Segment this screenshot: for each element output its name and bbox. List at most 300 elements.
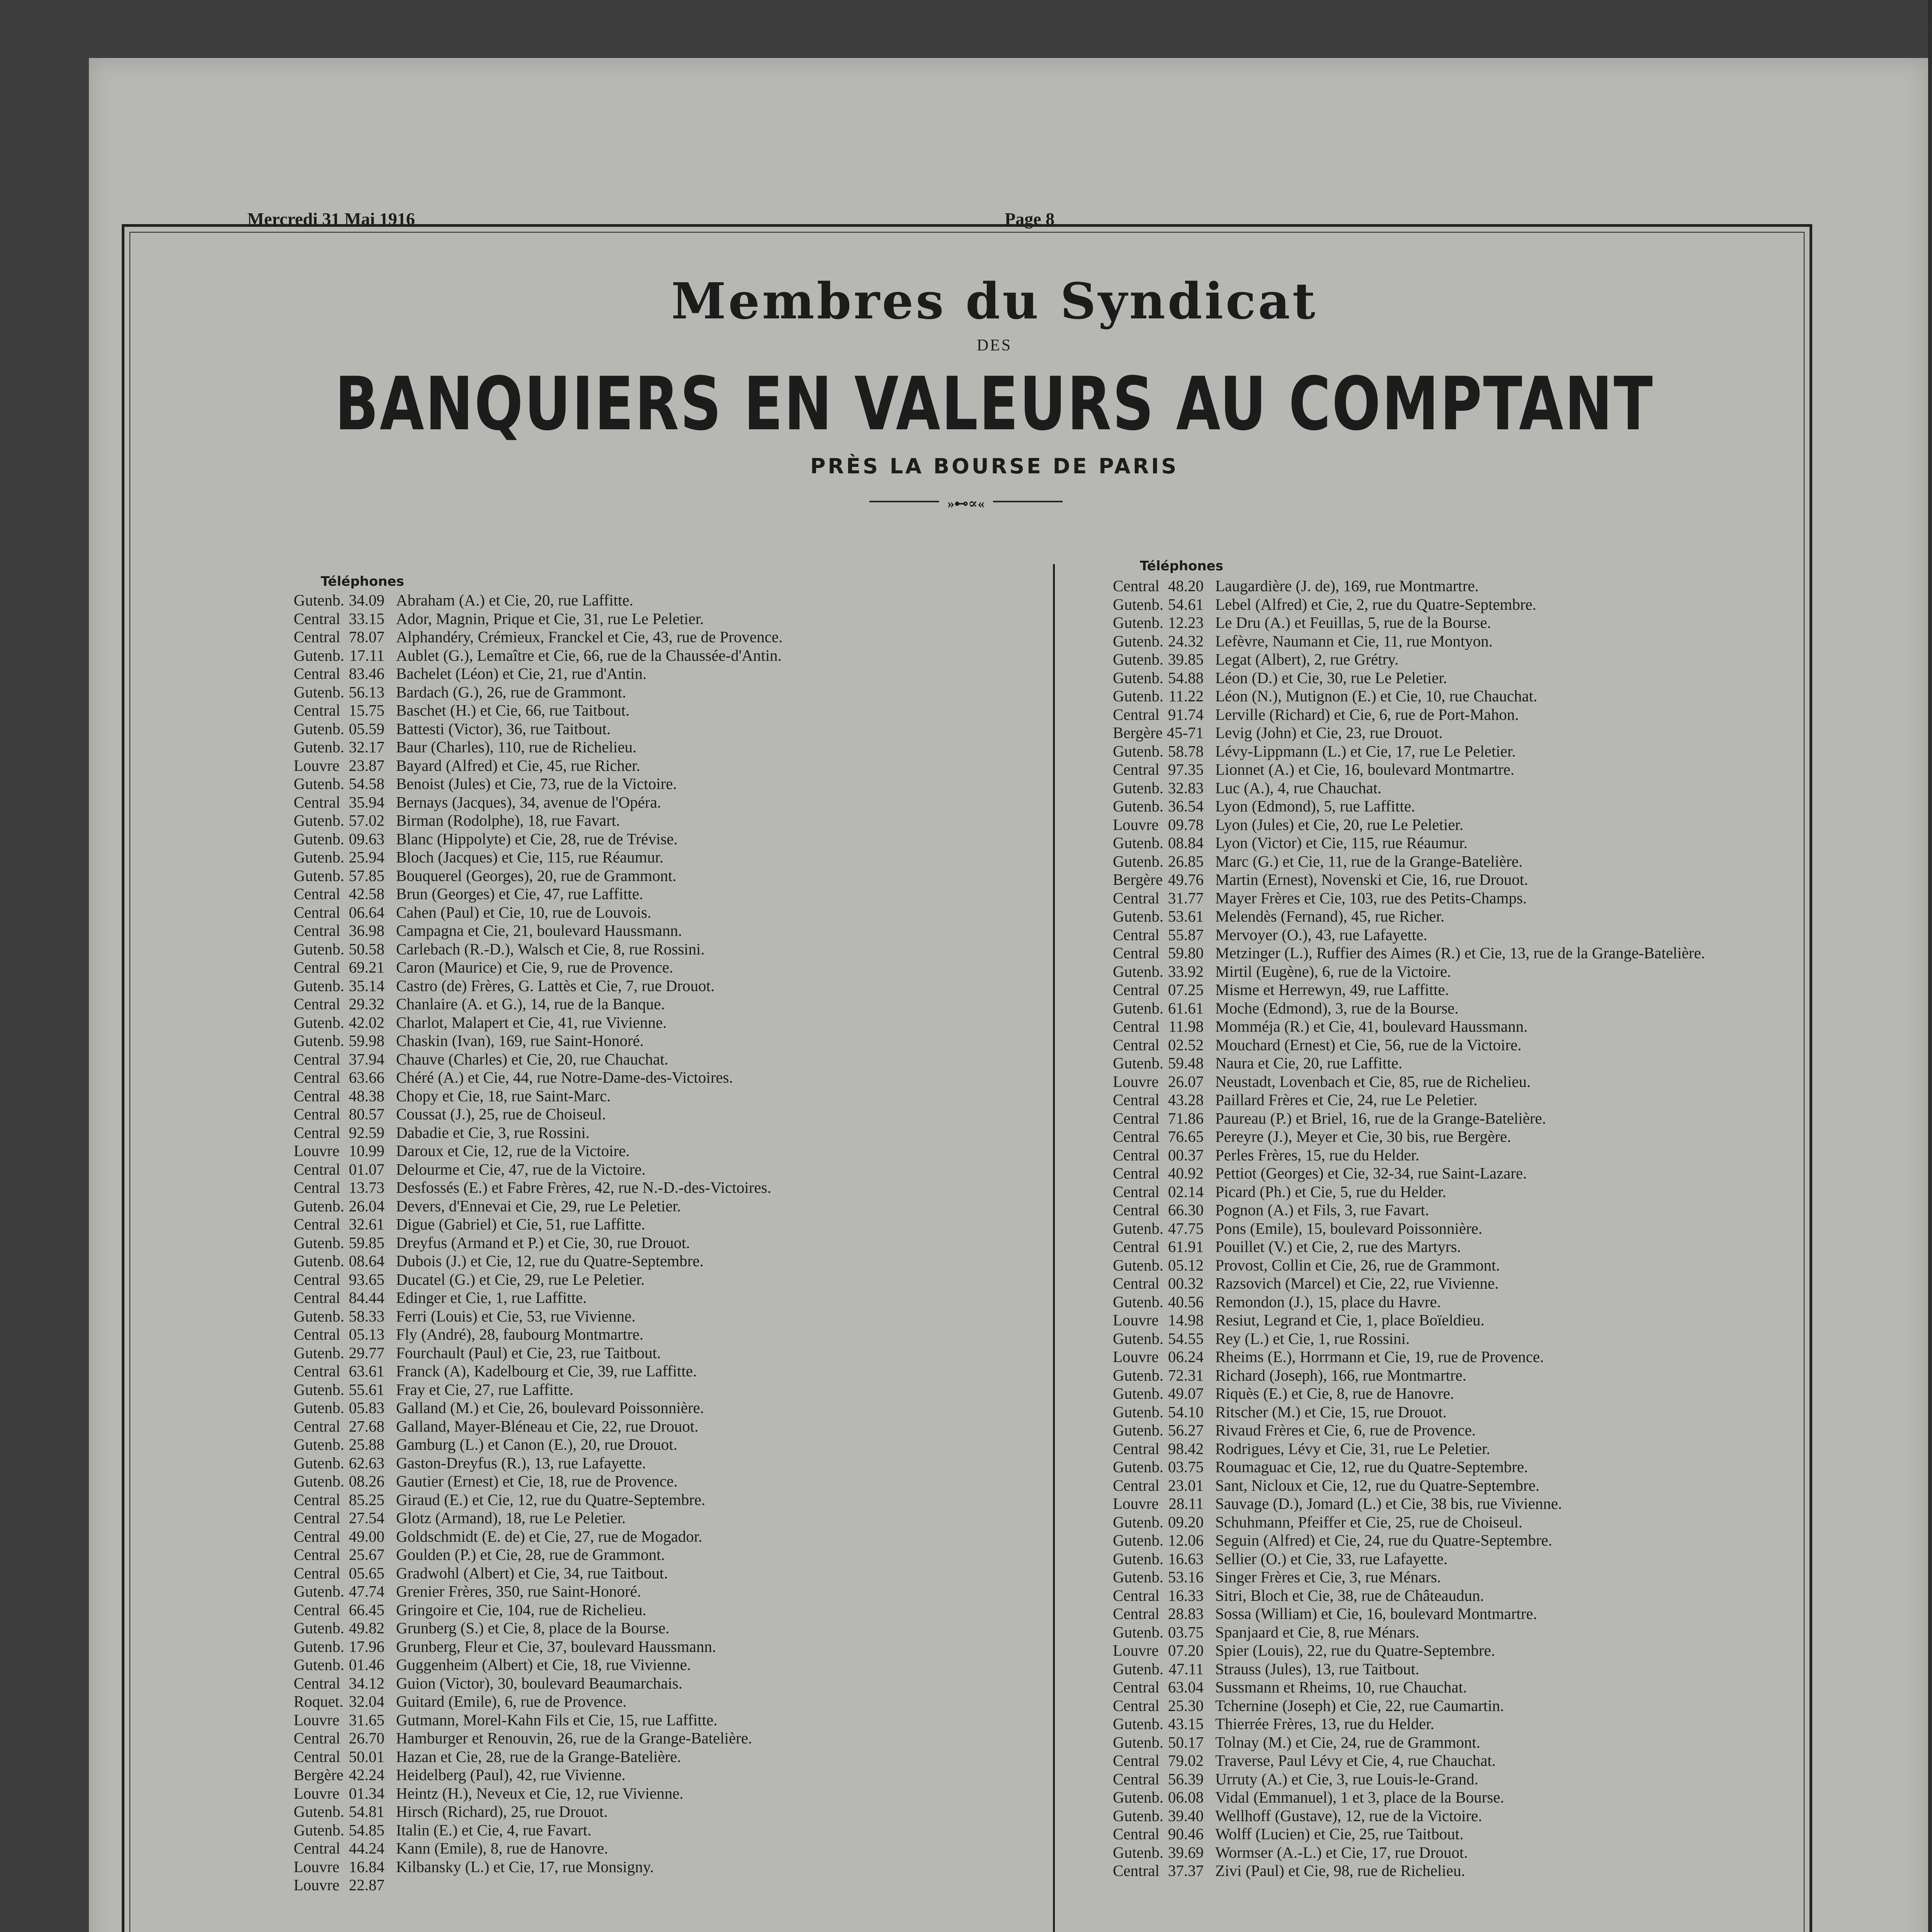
phone-number: 33.15 bbox=[349, 609, 384, 628]
list-item bbox=[1113, 1587, 1705, 1605]
list-item bbox=[294, 1839, 782, 1858]
list-item bbox=[1113, 1623, 1705, 1642]
member-entry: Caron (Maurice) et Cie, 9, rue de Provence. bbox=[396, 958, 673, 976]
member-entry: Tchernine (Joseph) et Cie, 22, rue Caumartin. bbox=[1215, 1696, 1504, 1714]
member-entry: Wellhoff (Gustave), 12, rue de la Victoire. bbox=[1215, 1806, 1482, 1825]
list-item bbox=[294, 1472, 782, 1491]
member-entry: Baur (Charles), 110, rue de Richelieu. bbox=[396, 738, 637, 756]
phone-exchange: Gutenb. bbox=[294, 1399, 344, 1417]
member-entry: Richard (Joseph), 166, rue Montmartre. bbox=[1215, 1366, 1467, 1384]
phone-number: 42.02 bbox=[349, 1013, 384, 1031]
phone-number: 85.25 bbox=[349, 1490, 384, 1509]
left-member-list bbox=[294, 591, 782, 1895]
list-item bbox=[1113, 797, 1705, 816]
member-entry: Bachelet (Léon) et Cie, 21, rue d'Antin. bbox=[396, 665, 647, 682]
member-entry: Ador, Magnin, Prique et Cie, 31, rue Le Peletier. bbox=[396, 609, 704, 628]
phone-number: 49.07 bbox=[1168, 1384, 1204, 1402]
list-item bbox=[294, 683, 782, 702]
list-item bbox=[1113, 1752, 1705, 1770]
phone-exchange: Louvre bbox=[294, 756, 340, 774]
member-entry: Devers, d'Ennevai et Cie, 29, rue Le Peletier. bbox=[396, 1197, 681, 1215]
member-entry: Cahen (Paul) et Cie, 10, rue de Louvois. bbox=[396, 903, 651, 921]
phone-number: 39.40 bbox=[1168, 1806, 1204, 1825]
list-item bbox=[294, 1307, 782, 1326]
list-item bbox=[1113, 1073, 1705, 1091]
list-item bbox=[1113, 852, 1705, 871]
phone-exchange: Gutenb. bbox=[1113, 1054, 1163, 1072]
list-item bbox=[294, 1362, 782, 1381]
member-entry: Gringoire et Cie, 104, rue de Richelieu. bbox=[396, 1600, 646, 1619]
list-item bbox=[1113, 1366, 1705, 1385]
member-entry: Heidelberg (Paul), 42, rue Vivienne. bbox=[396, 1766, 626, 1784]
member-entry: Pouillet (V.) et Cie, 2, rue des Martyrs. bbox=[1215, 1238, 1461, 1255]
phone-number: 13.73 bbox=[349, 1179, 384, 1196]
list-item bbox=[294, 665, 782, 683]
phone-number: 54.61 bbox=[1168, 595, 1204, 613]
phone-exchange: Gutenb. bbox=[1113, 1568, 1163, 1586]
member-entry: Momméja (R.) et Cie, 41, boulevard Haussmann. bbox=[1215, 1017, 1528, 1035]
phone-exchange: Central bbox=[294, 609, 340, 628]
list-item bbox=[294, 1325, 782, 1344]
phone-exchange: Gutenb. bbox=[294, 1582, 344, 1600]
list-item bbox=[1113, 871, 1705, 889]
member-entry: Lebel (Alfred) et Cie, 2, rue du Quatre-Septembre. bbox=[1215, 595, 1537, 613]
phone-exchange: Central bbox=[294, 665, 340, 682]
phone-number: 84.44 bbox=[349, 1289, 384, 1306]
member-entry: Mayer Frères et Cie, 103, rue des Petits-Champs. bbox=[1215, 889, 1527, 907]
member-entry: Sauvage (D.), Jomard (L.) et Cie, 38 bis, rue Vivienne. bbox=[1215, 1495, 1562, 1512]
phone-number: 27.54 bbox=[349, 1509, 384, 1527]
list-item bbox=[294, 1509, 782, 1527]
phone-exchange: Gutenb. bbox=[1113, 797, 1163, 815]
list-item bbox=[294, 1729, 782, 1748]
phone-exchange: Central bbox=[1113, 1696, 1160, 1714]
phone-number: 07.20 bbox=[1168, 1641, 1204, 1659]
member-entry: Lyon (Victor) et Cie, 115, rue Réaumur. bbox=[1215, 834, 1468, 852]
phone-exchange: Gutenb. bbox=[1113, 1293, 1163, 1311]
phone-number: 54.55 bbox=[1168, 1329, 1204, 1347]
list-item bbox=[294, 1068, 782, 1087]
phone-number: 83.46 bbox=[349, 665, 384, 682]
list-item bbox=[294, 720, 782, 738]
member-entry: Remondon (J.), 15, place du Havre. bbox=[1215, 1293, 1441, 1311]
list-item bbox=[1113, 963, 1705, 981]
phone-number: 31.77 bbox=[1168, 889, 1204, 907]
list-item bbox=[294, 610, 782, 628]
phone-exchange: Central bbox=[1113, 1439, 1160, 1458]
member-entry: Thierrée Frères, 13, rue du Helder. bbox=[1215, 1715, 1434, 1733]
member-entry: Hirsch (Richard), 25, rue Drouot. bbox=[396, 1803, 608, 1820]
phone-number: 35.14 bbox=[349, 976, 384, 995]
phone-number: 12.06 bbox=[1168, 1531, 1204, 1549]
list-item bbox=[294, 1435, 782, 1454]
phone-exchange: Gutenb. bbox=[294, 1344, 344, 1362]
phone-exchange: Gutenb. bbox=[1113, 1329, 1163, 1347]
list-item bbox=[294, 1711, 782, 1730]
member-entry: Fourchault (Paul) et Cie, 23, rue Taitbout. bbox=[396, 1344, 661, 1362]
phone-exchange: Central bbox=[1113, 1128, 1160, 1145]
phone-number: 63.04 bbox=[1168, 1678, 1204, 1696]
phone-number: 48.20 bbox=[1168, 577, 1204, 595]
member-entry: Wolff (Lucien) et Cie, 25, rue Taitbout. bbox=[1215, 1825, 1464, 1843]
list-item bbox=[294, 885, 782, 903]
member-entry: Kann (Emile), 8, rue de Hanovre. bbox=[396, 1839, 608, 1857]
member-entry: Vidal (Emmanuel), 1 et 3, place de la Bourse. bbox=[1215, 1788, 1504, 1806]
member-entry: Le Dru (A.) et Feuillas, 5, rue de la Bourse. bbox=[1215, 614, 1491, 631]
phone-exchange: Central bbox=[294, 1050, 340, 1068]
phone-exchange: Gutenb. bbox=[1113, 1623, 1163, 1641]
member-entry: Bardach (G.), 26, rue de Grammont. bbox=[396, 683, 626, 701]
member-entry: Coussat (J.), 25, rue de Choiseul. bbox=[396, 1105, 606, 1123]
phone-exchange: Louvre bbox=[294, 1876, 340, 1894]
phone-exchange: Central bbox=[1113, 1238, 1160, 1255]
list-item bbox=[294, 1491, 782, 1509]
list-item bbox=[294, 1050, 782, 1069]
member-entry: Moche (Edmond), 3, rue de la Bourse. bbox=[1215, 999, 1459, 1017]
phone-exchange: Gutenb. bbox=[1113, 650, 1163, 668]
phone-exchange: Central bbox=[1113, 1146, 1160, 1164]
member-entry: Campagna et Cie, 21, boulevard Haussmann. bbox=[396, 922, 682, 939]
phone-exchange: Gutenb. bbox=[1113, 1256, 1163, 1274]
phone-exchange: Central bbox=[294, 701, 340, 719]
member-entry: Hazan et Cie, 28, rue de la Grange-Batelière. bbox=[396, 1747, 681, 1765]
list-item bbox=[1113, 1348, 1705, 1366]
phone-number: 40.92 bbox=[1168, 1164, 1204, 1182]
member-entry: Chaskin (Ivan), 169, rue Saint-Honoré. bbox=[396, 1032, 644, 1049]
member-entry: Wormser (A.-L.) et Cie, 17, rue Drouot. bbox=[1215, 1843, 1468, 1861]
phone-exchange: Central bbox=[294, 1674, 340, 1692]
member-entry: Rivaud Frères et Cie, 6, rue de Provence. bbox=[1215, 1421, 1476, 1439]
phone-number: 53.61 bbox=[1168, 907, 1204, 925]
phone-number: 36.98 bbox=[349, 922, 384, 939]
phone-number: 17.11 bbox=[349, 646, 384, 664]
phone-number: 32.17 bbox=[349, 738, 384, 756]
phone-number: 57.85 bbox=[349, 866, 384, 884]
phone-exchange: Central bbox=[294, 885, 340, 903]
phone-number: 58.33 bbox=[349, 1307, 384, 1325]
phone-exchange: Central bbox=[1113, 1586, 1160, 1604]
list-item bbox=[294, 1142, 782, 1160]
list-item bbox=[1113, 1146, 1705, 1165]
phone-number: 47.74 bbox=[349, 1582, 384, 1600]
phone-number: 10.99 bbox=[349, 1142, 384, 1160]
phone-number: 32.61 bbox=[349, 1215, 384, 1233]
list-item bbox=[1113, 1715, 1705, 1733]
member-entry: Seguin (Alfred) et Cie, 24, rue du Quatre-Septembre. bbox=[1215, 1531, 1553, 1549]
phone-exchange: Gutenb. bbox=[294, 646, 344, 664]
list-item bbox=[294, 977, 782, 995]
list-item bbox=[294, 793, 782, 812]
member-entry: Sussmann et Rheims, 10, rue Chauchat. bbox=[1215, 1678, 1467, 1696]
phone-exchange: Louvre bbox=[294, 1142, 340, 1160]
member-entry: Hamburger et Renouvin, 26, rue de la Grange-Batelière. bbox=[396, 1729, 752, 1747]
phone-number: 31.65 bbox=[349, 1711, 384, 1729]
list-item bbox=[1113, 1238, 1705, 1256]
phone-exchange: Gutenb. bbox=[294, 1656, 344, 1673]
phone-number: 36.54 bbox=[1168, 797, 1204, 815]
phone-number: 23.01 bbox=[1168, 1476, 1204, 1494]
phone-exchange: Central bbox=[1113, 1274, 1160, 1292]
phone-number: 42.58 bbox=[349, 885, 384, 903]
member-entry: Rheims (E.), Horrmann et Cie, 19, rue de Provence. bbox=[1215, 1348, 1544, 1366]
phone-exchange: Louvre bbox=[1113, 1072, 1159, 1090]
phone-number: 49.76 bbox=[1168, 871, 1204, 888]
phone-number: 16.63 bbox=[1168, 1549, 1204, 1568]
title-membres: Membres du Syndicat bbox=[671, 272, 1318, 330]
member-entry: Bernays (Jacques), 34, avenue de l'Opéra. bbox=[396, 793, 661, 811]
list-item bbox=[1113, 1201, 1705, 1219]
phone-number: 72.31 bbox=[1168, 1366, 1204, 1384]
member-entry: Luc (A.), 4, rue Chauchat. bbox=[1215, 779, 1382, 797]
phone-number: 50.58 bbox=[349, 940, 384, 958]
phone-number: 63.61 bbox=[349, 1362, 384, 1380]
list-item bbox=[1113, 1697, 1705, 1715]
phone-number: 29.77 bbox=[349, 1344, 384, 1362]
phone-exchange: Louvre bbox=[294, 1857, 340, 1876]
phone-number: 09.78 bbox=[1168, 815, 1204, 833]
member-entry: Léon (D.) et Cie, 30, rue Le Peletier. bbox=[1215, 668, 1447, 687]
phone-exchange: Central bbox=[294, 995, 340, 1013]
member-entry: Misme et Herrewyn, 49, rue Laffitte. bbox=[1215, 981, 1449, 998]
phone-exchange: Gutenb. bbox=[1113, 1513, 1163, 1531]
member-entry: Glotz (Armand), 18, rue Le Peletier. bbox=[396, 1509, 626, 1527]
member-entry: Guitard (Emile), 6, rue de Provence. bbox=[396, 1692, 627, 1710]
phone-number: 55.61 bbox=[349, 1380, 384, 1398]
phone-exchange: Central bbox=[294, 1068, 340, 1086]
member-entry: Lyon (Jules) et Cie, 20, rue Le Peletier. bbox=[1215, 815, 1464, 833]
phone-number: 05.13 bbox=[349, 1325, 384, 1343]
list-item bbox=[1113, 1476, 1705, 1495]
list-item bbox=[1113, 577, 1705, 595]
member-entry: Birman (Rodolphe), 18, rue Favart. bbox=[396, 811, 620, 829]
phone-number: 29.32 bbox=[349, 995, 384, 1013]
member-entry: Ritscher (M.) et Cie, 15, rue Drouot. bbox=[1215, 1403, 1447, 1421]
phone-exchange: Gutenb. bbox=[294, 1803, 344, 1820]
list-item bbox=[294, 1417, 782, 1436]
phone-number: 40.56 bbox=[1168, 1293, 1204, 1311]
phone-exchange: Gutenb. bbox=[294, 1454, 344, 1472]
member-entry: Urruty (A.) et Cie, 3, rue Louis-le-Grand. bbox=[1215, 1770, 1478, 1788]
phone-number: 24.32 bbox=[1168, 632, 1204, 650]
phone-exchange: Gutenb. bbox=[1113, 1733, 1163, 1751]
phone-number: 05.83 bbox=[349, 1399, 384, 1417]
phone-exchange: Gutenb. bbox=[294, 1472, 344, 1490]
member-entry: Aublet (G.), Lemaître et Cie, 66, rue de la Chaussée-d'Antin. bbox=[396, 646, 782, 664]
phone-number: 42.24 bbox=[349, 1766, 384, 1784]
member-entry: Fly (André), 28, faubourg Montmartre. bbox=[396, 1325, 644, 1343]
phone-exchange: Central bbox=[1113, 1091, 1160, 1109]
list-item bbox=[294, 1381, 782, 1399]
member-entry: Franck (A), Kadelbourg et Cie, 39, rue Laffitte. bbox=[396, 1362, 697, 1380]
phone-number: 92.59 bbox=[349, 1123, 384, 1141]
member-entry: Gamburg (L.) et Canon (E.), 20, rue Drouot. bbox=[396, 1435, 677, 1453]
member-entry: Fray et Cie, 27, rue Laffitte. bbox=[396, 1380, 574, 1398]
list-item bbox=[294, 738, 782, 757]
phone-exchange: Gutenb. bbox=[294, 940, 344, 958]
member-entry: Roumaguac et Cie, 12, rue du Quatre-Septembre. bbox=[1215, 1458, 1528, 1476]
phone-exchange: Central bbox=[294, 1289, 340, 1306]
phone-number: 58.78 bbox=[1168, 742, 1204, 760]
member-entry: Alphandéry, Crémieux, Franckel et Cie, 43, rue de Provence. bbox=[396, 628, 783, 646]
phone-number: 11.22 bbox=[1168, 687, 1204, 705]
member-entry: Pognon (A.) et Fils, 3, rue Favart. bbox=[1215, 1201, 1429, 1219]
member-entry: Lefèvre, Naumann et Cie, 11, rue Montyon. bbox=[1215, 632, 1493, 650]
list-item bbox=[1113, 742, 1705, 761]
list-item bbox=[1113, 779, 1705, 798]
list-item bbox=[294, 1124, 782, 1142]
list-item bbox=[1113, 1274, 1705, 1293]
phone-number: 03.75 bbox=[1168, 1458, 1204, 1476]
phone-number: 06.08 bbox=[1168, 1788, 1204, 1806]
phone-number: 71.86 bbox=[1168, 1109, 1204, 1127]
list-item bbox=[294, 1821, 782, 1840]
list-item bbox=[294, 922, 782, 940]
phone-exchange: Gutenb. bbox=[294, 1013, 344, 1031]
list-item bbox=[294, 811, 782, 830]
list-item bbox=[294, 1656, 782, 1674]
phone-number: 25.30 bbox=[1168, 1696, 1204, 1714]
phone-exchange: Central bbox=[294, 1509, 340, 1527]
phone-number: 49.82 bbox=[349, 1619, 384, 1637]
phone-number: 37.37 bbox=[1168, 1862, 1204, 1879]
member-entry: Sossa (William) et Cie, 16, boulevard Montmartre. bbox=[1215, 1605, 1537, 1622]
phone-number: 39.69 bbox=[1168, 1843, 1204, 1861]
page-date: Mercredi 31 Mai 1916 bbox=[247, 209, 415, 229]
phone-exchange: Central bbox=[294, 1160, 340, 1178]
phone-exchange: Gutenb. bbox=[294, 1252, 344, 1270]
phone-exchange: Gutenb. bbox=[1113, 614, 1163, 631]
list-item bbox=[294, 1527, 782, 1546]
list-item bbox=[1113, 1403, 1705, 1422]
title-bourse: PRÈS LA BOURSE DE PARIS bbox=[810, 454, 1179, 478]
member-entry: Charlot, Malapert et Cie, 41, rue Vivienne. bbox=[396, 1013, 667, 1031]
phone-exchange: Central bbox=[1113, 889, 1160, 907]
phone-exchange: Bergère bbox=[294, 1766, 344, 1784]
list-item bbox=[1113, 706, 1705, 724]
phone-number: 34.09 bbox=[349, 591, 384, 609]
phone-exchange: Louvre bbox=[1113, 1495, 1159, 1512]
phone-exchange: Central bbox=[294, 1564, 340, 1582]
phone-exchange: Central bbox=[1113, 1036, 1160, 1054]
phone-number: 43.15 bbox=[1168, 1715, 1204, 1733]
member-entry: Gaston-Dreyfus (R.), 13, rue Lafayette. bbox=[396, 1454, 646, 1472]
member-entry: Rey (L.) et Cie, 1, rue Rossini. bbox=[1215, 1329, 1410, 1347]
list-item bbox=[1113, 1183, 1705, 1201]
phone-number: 98.42 bbox=[1168, 1439, 1204, 1458]
phone-number: 53.16 bbox=[1168, 1568, 1204, 1586]
member-entry: Léon (N.), Mutignon (E.) et Cie, 10, rue Chauchat. bbox=[1215, 687, 1537, 705]
phone-exchange: Gutenb. bbox=[294, 848, 344, 866]
phone-number: 61.61 bbox=[1168, 999, 1204, 1017]
list-item bbox=[294, 628, 782, 646]
member-entry: Pons (Emile), 15, boulevard Poissonnière. bbox=[1215, 1219, 1483, 1237]
phone-exchange: Central bbox=[1113, 1476, 1160, 1494]
phone-number: 28.83 bbox=[1168, 1605, 1204, 1622]
list-item bbox=[1113, 614, 1705, 632]
page-number: Page 8 bbox=[1005, 209, 1055, 229]
phone-exchange: Gutenb. bbox=[1113, 1219, 1163, 1237]
member-entry: Grunberg (S.) et Cie, 8, place de la Bourse. bbox=[396, 1619, 670, 1637]
list-item bbox=[1113, 1605, 1705, 1623]
list-item bbox=[1113, 1568, 1705, 1587]
phone-exchange: Gutenb. bbox=[1113, 779, 1163, 797]
member-entry: Grenier Frères, 350, rue Saint-Honoré. bbox=[396, 1582, 641, 1600]
list-item bbox=[294, 1748, 782, 1766]
column-divider bbox=[1053, 564, 1055, 1932]
phone-number: 03.75 bbox=[1168, 1623, 1204, 1641]
phone-number: 25.67 bbox=[349, 1546, 384, 1563]
phone-exchange: Gutenb. bbox=[294, 1821, 344, 1839]
member-entry: Chopy et Cie, 18, rue Saint-Marc. bbox=[396, 1087, 611, 1105]
phone-number: 66.30 bbox=[1168, 1201, 1204, 1219]
list-item bbox=[1113, 944, 1705, 963]
list-item bbox=[1113, 760, 1705, 779]
member-entry: Carlebach (R.-D.), Walsch et Cie, 8, rue Rossini. bbox=[396, 940, 705, 958]
phone-exchange: Central bbox=[1113, 1109, 1160, 1127]
member-entry: Gautier (Ernest) et Cie, 18, rue de Provence. bbox=[396, 1472, 678, 1490]
phone-exchange: Central bbox=[294, 1490, 340, 1509]
phone-exchange: Central bbox=[294, 1270, 340, 1288]
list-item bbox=[1113, 687, 1705, 706]
phone-number: 17.96 bbox=[349, 1637, 384, 1655]
phone-number: 56.27 bbox=[1168, 1421, 1204, 1439]
member-entry: Sant, Nicloux et Cie, 12, rue du Quatre-Septembre. bbox=[1215, 1476, 1540, 1494]
phone-exchange: Gutenb. bbox=[1113, 1458, 1163, 1476]
list-item bbox=[294, 1087, 782, 1105]
phone-exchange: Roquet. bbox=[294, 1692, 344, 1710]
list-item bbox=[294, 1270, 782, 1289]
phone-exchange: Gutenb. bbox=[294, 1619, 344, 1637]
member-entry: Digue (Gabriel) et Cie, 51, rue Laffitte. bbox=[396, 1215, 645, 1233]
list-item bbox=[1113, 926, 1705, 944]
member-entry: Perles Frères, 15, rue du Helder. bbox=[1215, 1146, 1420, 1164]
phone-number: 25.88 bbox=[349, 1435, 384, 1453]
member-entry: Singer Frères et Cie, 3, rue Ménars. bbox=[1215, 1568, 1441, 1586]
ornament-line-right bbox=[993, 501, 1063, 502]
phone-exchange: Central bbox=[1113, 1017, 1160, 1035]
phone-exchange: Gutenb. bbox=[1113, 1549, 1163, 1568]
member-entry: Gradwohl (Albert) et Cie, 34, rue Taitbout. bbox=[396, 1564, 668, 1582]
phone-number: 33.92 bbox=[1168, 962, 1204, 980]
member-entry: Galland, Mayer-Bléneau et Cie, 22, rue Drouot. bbox=[396, 1417, 699, 1435]
phone-exchange: Gutenb. bbox=[294, 1307, 344, 1325]
phone-exchange: Central bbox=[294, 1362, 340, 1380]
phone-number: 06.24 bbox=[1168, 1348, 1204, 1366]
list-item bbox=[1113, 1678, 1705, 1697]
list-item bbox=[1113, 632, 1705, 651]
phone-exchange: Central bbox=[294, 922, 340, 939]
list-item bbox=[1113, 1017, 1705, 1036]
phone-exchange: Central bbox=[294, 1215, 340, 1233]
member-entry: Mervoyer (O.), 43, rue Lafayette. bbox=[1215, 925, 1427, 944]
member-entry: Lionnet (A.) et Cie, 16, boulevard Montmartre. bbox=[1215, 760, 1515, 778]
phone-number: 01.34 bbox=[349, 1784, 384, 1802]
list-item bbox=[1113, 1293, 1705, 1311]
phone-number: 76.65 bbox=[1168, 1128, 1204, 1145]
title-des: DES bbox=[976, 337, 1012, 354]
member-entry: Martin (Ernest), Novenski et Cie, 16, rue Drouot. bbox=[1215, 871, 1528, 888]
list-item bbox=[1113, 1807, 1705, 1825]
phone-number: 05.65 bbox=[349, 1564, 384, 1582]
phone-exchange: Gutenb. bbox=[294, 738, 344, 756]
phone-number: 22.87 bbox=[349, 1876, 384, 1894]
phone-exchange: Central bbox=[294, 1527, 340, 1545]
member-entry: Metzinger (L.), Ruffier des Aimes (R.) et Cie, 13, rue de la Grange-Batelière. bbox=[1215, 944, 1705, 962]
member-entry: Goldschmidt (E. de) et Cie, 27, rue de Mogador. bbox=[396, 1527, 702, 1545]
phone-number: 59.80 bbox=[1168, 944, 1204, 962]
phone-exchange: Gutenb. bbox=[1113, 1384, 1163, 1402]
list-item bbox=[1113, 1844, 1705, 1862]
